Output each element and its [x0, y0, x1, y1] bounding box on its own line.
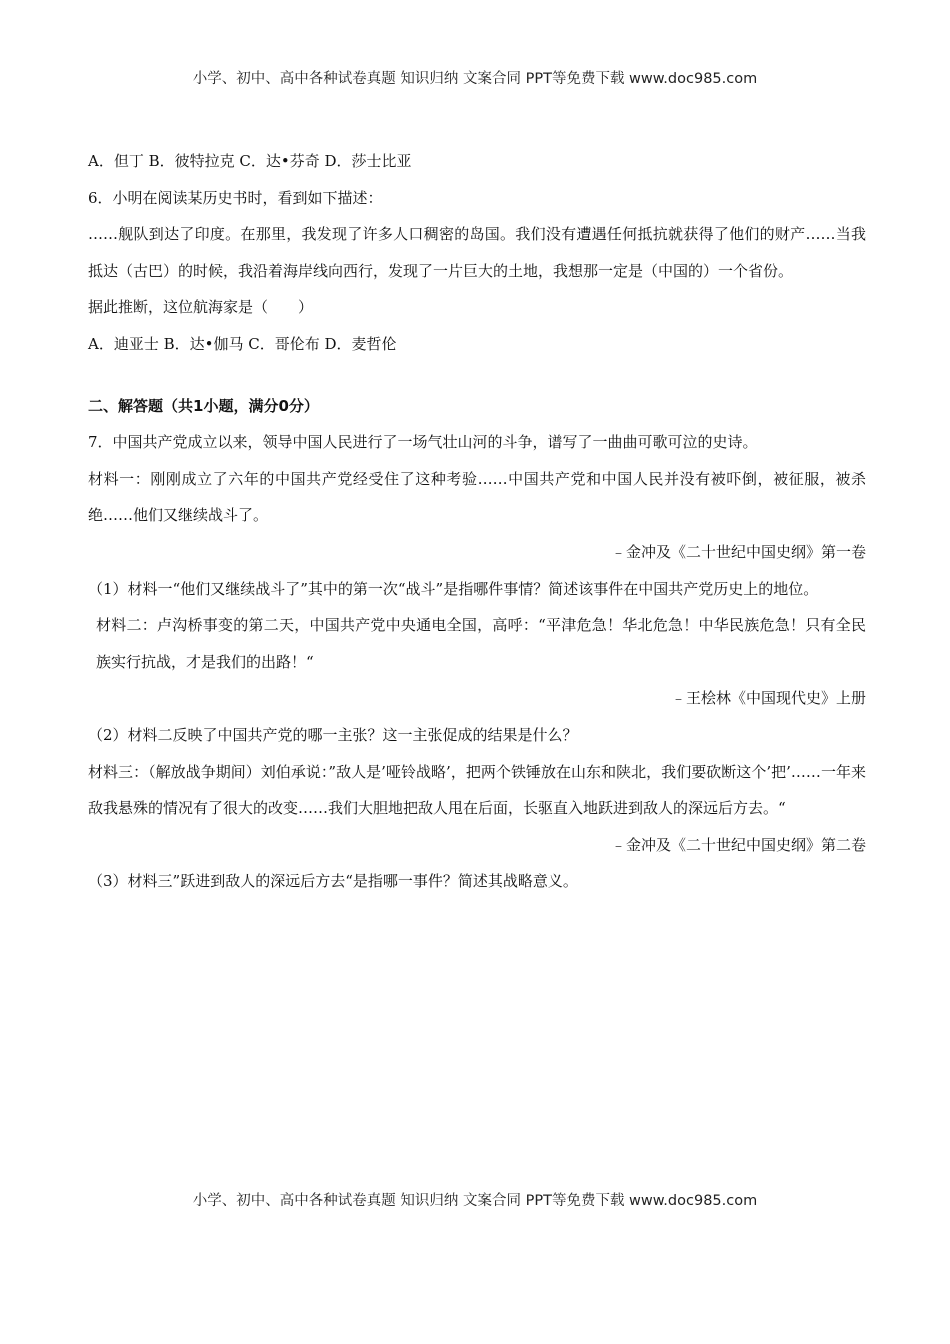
q7-subquestion-3: （3）材料三”跃进到敌人的深远后方去“是指哪一事件？简述其战略意义。 [88, 872, 578, 891]
q7-source-3: ﹣金冲及《二十世纪中国史纲》第二卷 [610, 835, 866, 854]
q7-source-2: ﹣王桧林《中国现代史》上册 [670, 689, 866, 708]
q6-passage: ……舰队到达了印度。在那里，我发现了许多人口稠密的岛国。我们没有遭遇任何抵抗就获得了他们的财产……当我抵达（古巴）的时候，我沿着海岸线向西行，发现了一片巨大的土地，我想那一定是（中国的）一个省份。 [88, 225, 866, 280]
q6-question: 据此推断，这位航海家是（ ） [88, 298, 314, 317]
q6-options: A．迪亚士 B．达•伽马 C．哥伦布 D．麦哲伦 [88, 334, 397, 353]
exam-content [88, 143, 866, 900]
q7-material-3: 材料三：（解放战争期间）刘伯承说：”敌人是’哑铃战略’，把两个铁锤放在山东和陕北，我们要砍断这个’把’……一年来敌我悬殊的情况有了很大的改变……我们大胆地把敌人甩在后面，长驱直入地跃进到敌人的深远后方去。“ [88, 762, 866, 818]
q7-subquestion-1: （1）材料一“他们又继续战斗了”其中的第一次“战斗”是指哪件事情？简述该事件在中国共产党历史上的地位。 [88, 579, 819, 598]
q7-subquestion-2: （2）材料二反映了中国共产党的哪一主张？这一主张促成的结果是什么？ [88, 725, 578, 744]
q7-stem: 7．中国共产党成立以来，领导中国人民进行了一场气壮山河的斗争，谱写了一曲曲可歌可泣的史诗。 [88, 433, 758, 452]
page-header: 小学、初中、高中各种试卷真题 知识归纳 文案合同 PPT等免费下载 www.doc985.com [192, 71, 758, 87]
q7-material-1: 材料一：刚刚成立了六年的中国共产党经受住了这种考验……中国共产党和中国人民并没有被吓倒，被征服，被杀绝……他们又继续战斗了。 [88, 469, 866, 525]
page-footer: 小学、初中、高中各种试卷真题 知识归纳 文案合同 PPT等免费下载 www.doc985.com [192, 1193, 758, 1209]
q5-options: A．但丁 B．彼特拉克 C．达•芬奇 D．莎士比亚 [88, 152, 412, 170]
q6-stem: 6．小明在阅读某历史书时，看到如下描述： [88, 188, 383, 207]
section-gap [88, 363, 866, 388]
q7-material-2: 材料二：卢沟桥事变的第二天，中国共产党中央通电全国，高呼：“平津危急！华北危急！中华民族危急！只有全民族实行抗战，才是我们的出路！“ [96, 616, 866, 671]
q7-source-1: ﹣金冲及《二十世纪中国史纲》第一卷 [610, 542, 866, 561]
section-heading: 二、解答题（共1小题，满分0分） [88, 396, 319, 415]
